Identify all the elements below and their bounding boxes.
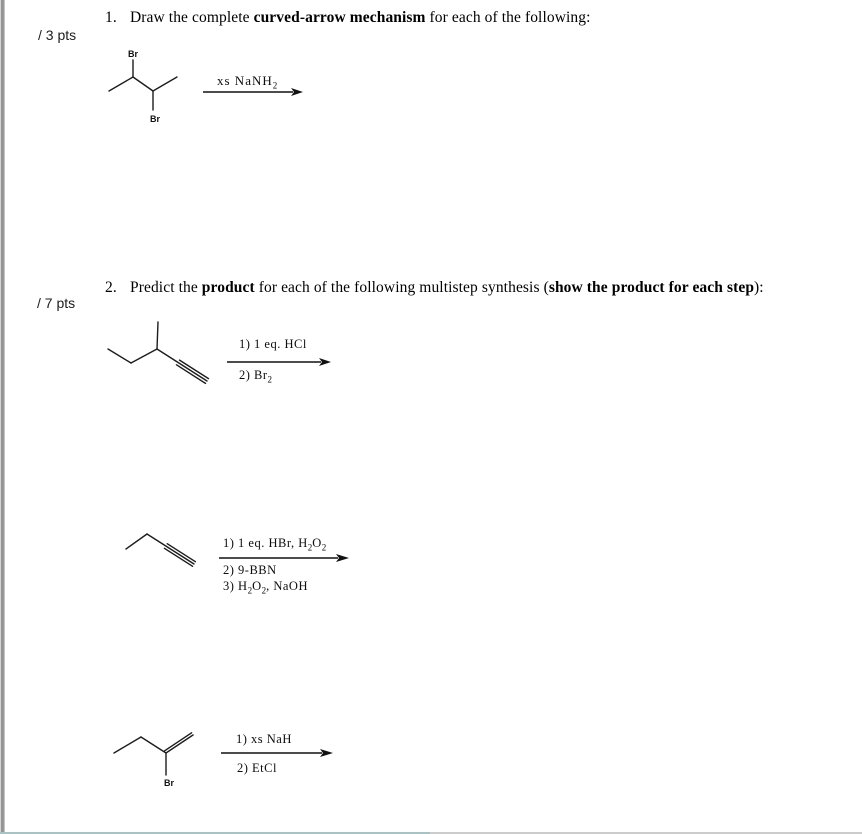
reaction-arrow-1	[203, 86, 303, 98]
question-2-number: 2.	[105, 279, 117, 296]
reagent-label-r1: xs NaNH$_2$	[217, 73, 278, 91]
structure-3-methylpent-1-yne	[100, 315, 215, 395]
reagent-label-r2-step1: 1) 1 eq. HCl	[239, 337, 307, 351]
question-1-text: 1. Draw the complete curved-arrow mechanism for each of the following:	[105, 9, 591, 26]
reaction-arrow-2	[227, 356, 331, 368]
atom-label-br-bottom: Br	[149, 114, 161, 124]
reaction-arrow-4	[221, 747, 333, 759]
reagent-label-r3-step2: 2) 9-BBN	[223, 563, 277, 577]
structure-but-1-yne	[118, 528, 208, 580]
reagent-label-r3-step1: 1) 1 eq. HBr, $H_2O_2$	[223, 536, 327, 553]
reagent-label-r4-step1: 1) xs NaH	[236, 732, 292, 746]
page-left-edge	[0, 0, 5, 834]
atom-label-br-top: Br	[127, 49, 139, 59]
question-2-text: 2. Predict the product for each of the following multistep synthesis (show the product for each step):	[105, 279, 764, 296]
reagent-label-r3-step3: 3) $H_2O_2$, NaOH	[223, 579, 308, 596]
structure-2-3-dibromobutane	[100, 44, 195, 129]
question-2-points: / 7 pts	[37, 295, 76, 311]
question-1-number: 1.	[105, 9, 117, 26]
structure-2-bromobut-1-ene	[106, 728, 206, 792]
atom-label-br: Br	[163, 778, 175, 788]
reagent-label-r2-step2: 2) $Br_2$	[239, 368, 273, 385]
question-1-points: / 3 pts	[38, 27, 77, 43]
reagent-label-r4-step2: 2) EtCl	[237, 761, 277, 775]
